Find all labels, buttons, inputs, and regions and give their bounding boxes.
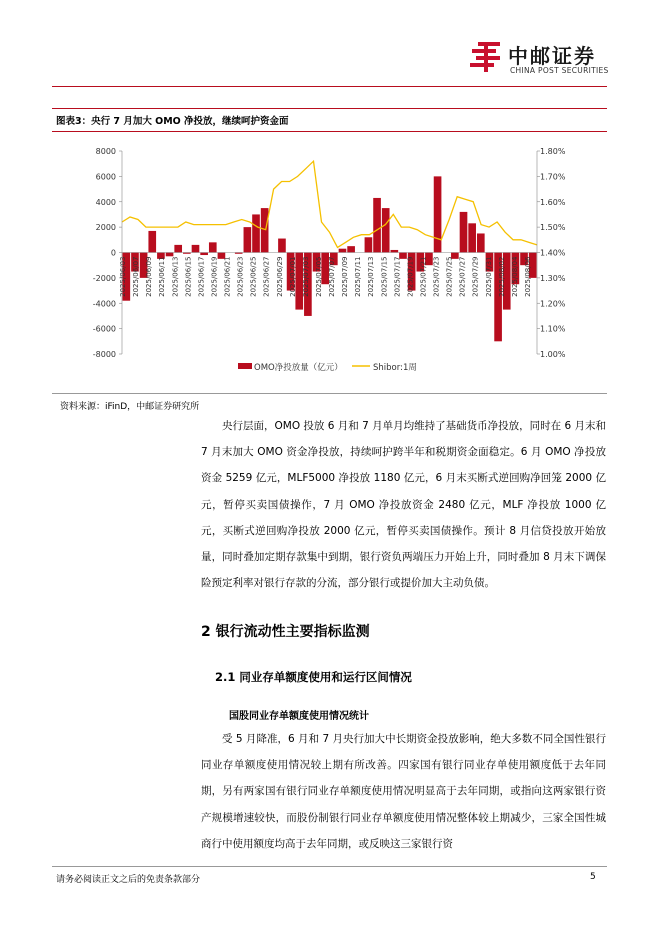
- y-left-tick-label: 4000: [95, 197, 116, 207]
- omo-bar: [200, 253, 208, 256]
- omo-bar: [166, 253, 174, 257]
- omo-bar: [434, 176, 442, 252]
- x-tick-label: 2025/07/31: [484, 256, 493, 297]
- omo-bar: [347, 246, 355, 252]
- figure-title-rule: [52, 131, 607, 132]
- footer-disclaimer: 请务必阅读正文之后的免责条款部分: [56, 875, 201, 885]
- legend: [238, 362, 417, 373]
- omo-bar: [209, 242, 217, 252]
- omo-bar: [460, 212, 468, 253]
- figure-title: 图表3：央行 7 月加大 OMO 净投放，继续呵护资金面: [56, 116, 289, 127]
- x-tick-label: 2025/06/23: [236, 256, 245, 297]
- figure-source: 资料来源：iFinD，中邮证券研究所: [60, 402, 200, 412]
- x-tick-label: 2025/07/15: [380, 256, 389, 297]
- x-tick-label: 2025/07/01: [288, 256, 297, 297]
- y-right-tick-label: 1.80%: [540, 147, 566, 156]
- x-tick-label: 2025/06/03: [119, 256, 127, 297]
- x-tick-label: 2025/07/03: [301, 256, 310, 297]
- legend-bar-swatch: [238, 363, 252, 369]
- subsection-heading: 2.1 同业存单额度使用和运行区间情况: [215, 670, 412, 684]
- china-post-emblem-icon: [468, 40, 504, 74]
- x-tick-label: 2025/06/19: [210, 256, 219, 297]
- y-left-tick-label: -6000: [92, 324, 116, 334]
- omo-bar: [373, 198, 381, 253]
- omo-bar: [148, 231, 156, 253]
- y-left-axis: [93, 147, 122, 359]
- omo-bar: [244, 227, 252, 252]
- x-tick-label: 2025/06/13: [171, 256, 180, 297]
- x-tick-label: 2025/06/09: [145, 256, 154, 297]
- x-tick-label: 2025/07/27: [458, 256, 467, 297]
- footer-rule: [52, 866, 607, 867]
- page-number: 5: [590, 872, 596, 882]
- x-tick-label: 2025/07/25: [445, 256, 454, 297]
- x-tick-label: 2025/06/11: [158, 256, 167, 297]
- x-tick-label: 2025/07/05: [314, 256, 323, 297]
- x-tick-label: 2025/07/23: [432, 256, 441, 297]
- y-left-tick-label: 8000: [95, 147, 116, 156]
- omo-bar: [261, 208, 269, 252]
- x-tick-label: 2025/06/25: [249, 256, 258, 297]
- omo-bar: [252, 214, 260, 252]
- omo-bar: [391, 250, 399, 253]
- section-heading: 2 银行流动性主要指标监测: [201, 624, 370, 640]
- x-tick-label: 2025/06/21: [223, 256, 232, 297]
- omo-bar: [278, 239, 286, 253]
- sub-subsection-heading: 国股同业存单额度使用情况统计: [229, 711, 369, 722]
- company-name-cn: 中邮证券: [508, 44, 596, 68]
- x-tick-label: 2025/07/21: [419, 256, 428, 297]
- figure-top-rule: [52, 108, 607, 109]
- x-tick-label: 2025/08/02: [497, 256, 506, 297]
- x-tick-label: 2025/06/07: [132, 256, 141, 297]
- y-left-tick-label: 0: [110, 248, 116, 258]
- x-tick-label: 2025/06/15: [184, 256, 193, 297]
- y-right-tick-label: 1.40%: [540, 248, 566, 258]
- omo-bar: [339, 249, 347, 253]
- x-tick-label: 2025/07/11: [354, 256, 363, 297]
- x-tick-label: 2025/07/13: [367, 256, 376, 297]
- y-right-tick-label: 1.60%: [540, 197, 566, 207]
- y-right-tick-label: 1.30%: [540, 273, 566, 283]
- y-right-tick-label: 1.70%: [540, 172, 566, 182]
- paragraph-omo: [201, 413, 606, 596]
- x-tick-label: 2025/07/17: [393, 256, 402, 297]
- omo-bar: [382, 208, 390, 252]
- x-tick-label: 2025/06/17: [197, 256, 206, 297]
- x-tick-label: 2025/07/09: [341, 256, 350, 297]
- y-right-tick-label: 1.10%: [540, 324, 566, 334]
- y-left-tick-label: -8000: [92, 350, 116, 359]
- omo-bar: [365, 237, 373, 252]
- omo-bar: [192, 245, 200, 253]
- paragraph-omo-text: 央行层面，OMO 投放 6 月和 7 月单月均维持了基础货币净投放，同时在 6 月末和 7 月末加大 OMO 资金净投放，持续呵护跨半年和税期资金面稳定。6 月 OMO 净投放资金 5259 亿元，MLF5000 净投放 1180 亿元，6 月末买断式逆回购净回笼 2000 亿元，暂停买卖国债操作，7 月 OMO 净投放资金 2480 亿元，MLF 净投放 1000 亿元，买断式逆回购净投放 2000 亿元，暂停买卖国债操作。预计 8 月信贷投放开始放量，同时叠加定期存款集中到期，银行资负两端压力开始上升，同时叠加 8 月末下调保险预定利率对银行存款的分流，部分银行或提价加大主动负债。: [201, 420, 606, 590]
- omo-shibor-chart: [52, 138, 607, 386]
- company-name-en: CHINA POST SECURITIES: [510, 66, 609, 75]
- legend-shibor-label: Shibor:1周: [373, 363, 417, 373]
- legend-omo-label: OMO净投放量（亿元）: [254, 363, 343, 373]
- y-right-axis: [537, 147, 566, 359]
- x-tick-label: 2025/08/06: [524, 256, 532, 297]
- y-left-tick-label: 2000: [95, 223, 116, 233]
- header-rule: [52, 86, 607, 87]
- y-left-tick-label: -4000: [92, 299, 116, 309]
- paragraph-cd: [201, 726, 606, 857]
- y-right-tick-label: 1.00%: [540, 350, 566, 359]
- y-left-tick-label: 6000: [95, 172, 116, 182]
- company-logo: [468, 40, 618, 80]
- omo-bar: [468, 223, 476, 252]
- omo-bar: [174, 245, 182, 253]
- y-right-tick-label: 1.50%: [540, 223, 566, 233]
- source-rule: [52, 393, 607, 394]
- x-tick-label: 2025/07/29: [471, 256, 480, 297]
- x-tick-label: 2025/07/19: [406, 256, 415, 297]
- omo-bar: [477, 233, 485, 252]
- y-right-tick-label: 1.20%: [540, 299, 566, 309]
- x-tick-label: 2025/06/27: [262, 256, 271, 297]
- x-tick-label: 2025/08/04: [510, 256, 519, 297]
- x-tick-label: 2025/07/07: [328, 256, 337, 297]
- x-tick-label: 2025/06/29: [275, 256, 284, 297]
- paragraph-cd-text: 受 5 月降准，6 月和 7 月央行加大中长期资金投放影响，绝大多数不同全国性银行同业存单额度使用情况较上期有所改善。四家国有银行同业存单使用额度低于去年同期，另有两家国有银行同业存单额度使用情况明显高于去年同期，或指向这两家银行资产规模增速较快，而股份制银行同业存单额度使用情况整体较上期减少，三家全国性城商行中使用额度均高于去年同期，或反映这三家银行资: [201, 733, 606, 850]
- y-left-tick-label: -2000: [92, 273, 116, 283]
